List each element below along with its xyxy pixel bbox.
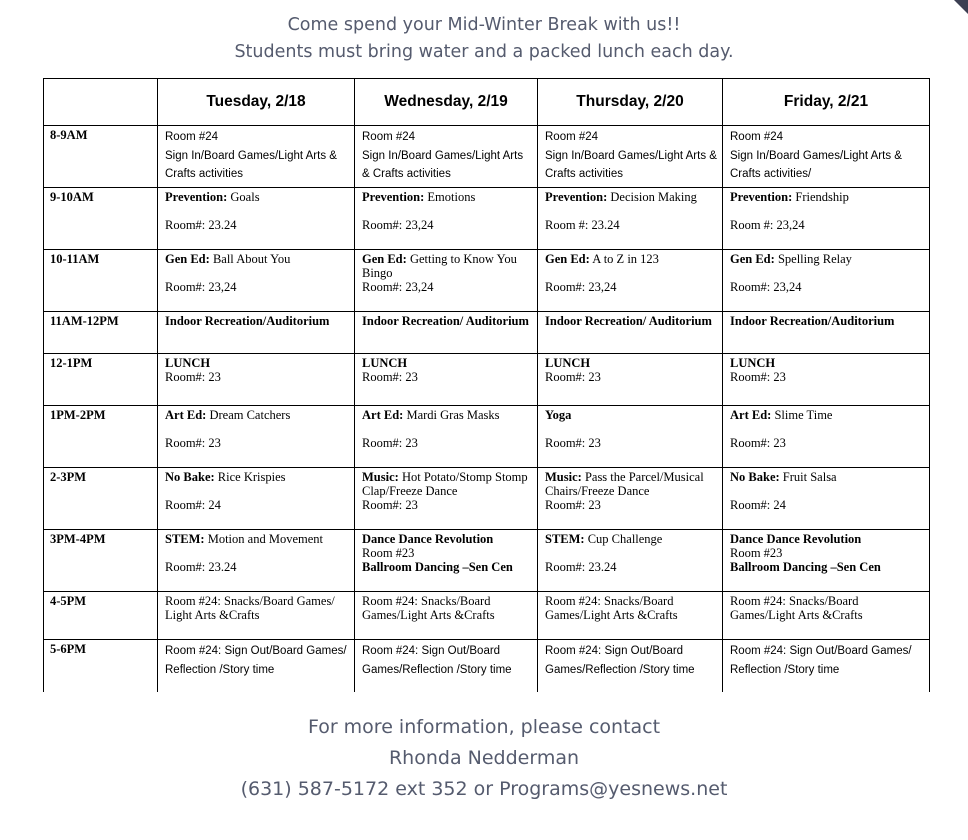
room-text: Room#: 23,24 <box>165 280 237 294</box>
activity-label: Gen Ed: <box>730 252 775 266</box>
cell-text: Room #24: Snacks/Board Games/Light Arts &Crafts <box>730 594 863 622</box>
time-slot: 3PM-4PM <box>44 530 158 592</box>
activity-text: Spelling Relay <box>777 252 852 266</box>
activity-label: STEM: <box>165 532 205 546</box>
table-row <box>44 592 930 640</box>
intro-text <box>0 12 968 66</box>
activity-text: Emotions <box>427 190 476 204</box>
activity-label: Dance Dance Revolution <box>730 532 862 546</box>
activity-cell <box>538 126 723 188</box>
activity-label: LUNCH <box>165 356 211 370</box>
activity-cell <box>355 250 538 312</box>
room-text: Room #: 23,24 <box>730 218 805 232</box>
activity-text: Friendship <box>795 190 849 204</box>
activity-label: Art Ed: <box>730 408 772 422</box>
cell-text: Room #24 Sign In/Board Games/Light Arts & Crafts activities <box>545 131 717 180</box>
room-text: Room #23 <box>362 546 415 560</box>
day-header: Tuesday, 2/18 <box>158 79 355 126</box>
activity-cell <box>158 640 355 692</box>
time-slot: 5-6PM <box>44 640 158 692</box>
cell-text: Room #24: Snacks/Board Games/ Light Arts &Crafts <box>165 594 335 622</box>
intro-line-1: Come spend your Mid-Winter Break with us!! <box>287 15 681 35</box>
activity-text: Hot Potato/Stomp Stomp Clap/Freeze Dance <box>362 470 528 498</box>
activity-text: A to Z in 123 <box>592 252 659 266</box>
activity-cell <box>355 406 538 468</box>
activity-cell <box>538 354 723 406</box>
activity-cell <box>723 592 930 640</box>
time-slot: 8-9AM <box>44 126 158 188</box>
activity-label: Music: <box>362 470 399 484</box>
activity-cell <box>723 188 930 250</box>
activity-label: Indoor Recreation/Auditorium <box>730 314 895 328</box>
activity-text: Ball About You <box>212 252 291 266</box>
activity-label: Yoga <box>545 408 572 422</box>
activity-text: Cup Challenge <box>587 532 663 546</box>
activity-cell <box>355 468 538 530</box>
activity-label: Gen Ed: <box>165 252 210 266</box>
activity-cell <box>723 406 930 468</box>
cell-text: Room #24: Sign Out/Board Games/ Reflection /Story time <box>165 645 347 676</box>
activity-label: Gen Ed: <box>545 252 590 266</box>
table-row <box>44 640 930 692</box>
activity-label: STEM: <box>545 532 585 546</box>
header-corner-cell <box>44 79 158 126</box>
time-slot: 2-3PM <box>44 468 158 530</box>
room-text: Room#: 23 <box>545 370 601 384</box>
activity-text: Rice Krispies <box>217 470 286 484</box>
time-slot: 4-5PM <box>44 592 158 640</box>
room-text: Room#: 23 <box>362 436 418 450</box>
table-row <box>44 530 930 592</box>
table-row <box>44 188 930 250</box>
activity-text: Pass the Parcel/Musical Chairs/Freeze Dance <box>545 470 704 498</box>
activity-cell <box>355 640 538 692</box>
activity-label: Art Ed: <box>362 408 404 422</box>
activity-cell <box>158 592 355 640</box>
time-slot: 10-11AM <box>44 250 158 312</box>
room-text: Room#: 23 <box>165 370 221 384</box>
activity-text: Getting to Know You Bingo <box>362 252 517 280</box>
activity-text: Goals <box>230 190 260 204</box>
table-row <box>44 354 930 406</box>
room-text: Room#: 23.24 <box>165 560 237 574</box>
activity-label: Art Ed: <box>165 408 207 422</box>
activity-label: Dance Dance Revolution <box>362 532 494 546</box>
room-text: Room#: 23 <box>362 370 418 384</box>
activity-cell <box>538 640 723 692</box>
activity-cell <box>158 406 355 468</box>
table-row <box>44 468 930 530</box>
intro-line-2: Students must bring water and a packed lunch each day. <box>234 42 734 62</box>
header-row <box>44 79 930 126</box>
activity-label: No Bake: <box>165 470 215 484</box>
activity-cell <box>723 312 930 354</box>
room-text: Room#: 23 <box>545 498 601 512</box>
activity-cell <box>158 250 355 312</box>
activity-text: Mardi Gras Masks <box>406 408 500 422</box>
activity-cell <box>723 640 930 692</box>
room-text: Room #23 <box>730 546 783 560</box>
activity-label: Gen Ed: <box>362 252 407 266</box>
activity-cell <box>538 406 723 468</box>
room-text: Room#: 24 <box>730 498 786 512</box>
activity-cell <box>538 468 723 530</box>
activity-cell <box>355 126 538 188</box>
activity-text: Fruit Salsa <box>782 470 837 484</box>
activity-label: LUNCH <box>730 356 776 370</box>
activity-cell <box>158 468 355 530</box>
time-slot: 12-1PM <box>44 354 158 406</box>
activity-cell <box>158 530 355 592</box>
activity-label: Indoor Recreation/ Auditorium <box>545 314 712 328</box>
activity-cell <box>723 530 930 592</box>
room-text: Room#: 23 <box>545 436 601 450</box>
room-text: Room#: 23.24 <box>165 218 237 232</box>
activity-cell <box>723 354 930 406</box>
activity-cell <box>355 592 538 640</box>
room-text: Room#: 23,24 <box>730 280 802 294</box>
activity-cell <box>723 126 930 188</box>
room-text: Room #: 23.24 <box>545 218 620 232</box>
contact-line-1: For more information, please contact <box>307 716 661 738</box>
room-text: Room#: 23,24 <box>545 280 617 294</box>
room-text: Room#: 23 <box>730 436 786 450</box>
activity-extra: Ballroom Dancing –Sen Cen <box>730 560 881 574</box>
cell-text: Room #24: Snacks/Board Games/Light Arts &Crafts <box>362 594 495 622</box>
activity-cell <box>355 530 538 592</box>
activity-cell <box>355 312 538 354</box>
activity-cell <box>538 592 723 640</box>
table-row <box>44 250 930 312</box>
time-slot: 9-10AM <box>44 188 158 250</box>
time-slot: 11AM-12PM <box>44 312 158 354</box>
activity-label: No Bake: <box>730 470 780 484</box>
activity-text: Motion and Movement <box>207 532 323 546</box>
table-row <box>44 406 930 468</box>
activity-cell <box>158 126 355 188</box>
activity-label: Prevention: <box>730 190 793 204</box>
day-header: Thursday, 2/20 <box>538 79 723 126</box>
contact-name: Rhonda Nedderman <box>388 747 580 769</box>
activity-cell <box>538 312 723 354</box>
activity-label: Prevention: <box>362 190 425 204</box>
contact-info <box>0 712 968 805</box>
activity-label: Music: <box>545 470 582 484</box>
cell-text: Room #24 Sign In/Board Games/Light Arts & Crafts activities <box>165 131 337 180</box>
day-header: Friday, 2/21 <box>723 79 930 126</box>
cell-text: Room #24: Sign Out/Board Games/ Reflection /Story time <box>730 645 912 676</box>
activity-extra: Ballroom Dancing –Sen Cen <box>362 560 513 574</box>
room-text: Room#: 23 <box>730 370 786 384</box>
activity-cell <box>723 468 930 530</box>
activity-cell <box>355 354 538 406</box>
activity-cell <box>158 188 355 250</box>
activity-label: Indoor Recreation/Auditorium <box>165 314 330 328</box>
activity-label: Prevention: <box>545 190 608 204</box>
cell-text: Room #24 Sign In/Board Games/Light Arts & Crafts activities <box>362 131 524 180</box>
activity-cell <box>538 188 723 250</box>
activity-label: LUNCH <box>545 356 591 370</box>
cell-text: Room #24: Sign Out/Board Games/Reflection /Story time <box>362 645 512 676</box>
contact-details: (631) 587-5172 ext 352 or Programs@yesnews.net <box>240 778 728 800</box>
activity-cell <box>158 354 355 406</box>
room-text: Room#: 23 <box>165 436 221 450</box>
activity-cell <box>723 250 930 312</box>
activity-label: Indoor Recreation/ Auditorium <box>362 314 529 328</box>
day-header: Wednesday, 2/19 <box>355 79 538 126</box>
schedule-table <box>43 78 930 692</box>
activity-label: Prevention: <box>165 190 228 204</box>
activity-text: Decision Making <box>610 190 697 204</box>
room-text: Room#: 23,24 <box>362 280 434 294</box>
room-text: Room#: 23.24 <box>545 560 617 574</box>
room-text: Room#: 23 <box>362 498 418 512</box>
activity-cell <box>538 530 723 592</box>
cell-text: Room #24: Sign Out/Board Games/Reflection /Story time <box>545 645 695 676</box>
activity-label: LUNCH <box>362 356 408 370</box>
activity-cell <box>158 312 355 354</box>
table-row <box>44 126 930 188</box>
table-row <box>44 312 930 354</box>
cell-text: Room #24: Snacks/Board Games/Light Arts &Crafts <box>545 594 678 622</box>
activity-cell <box>355 188 538 250</box>
room-text: Room#: 23,24 <box>362 218 434 232</box>
cell-text: Room #24 Sign In/Board Games/Light Arts & Crafts activities/ <box>730 131 902 180</box>
activity-cell <box>538 250 723 312</box>
time-slot: 1PM-2PM <box>44 406 158 468</box>
activity-text: Slime Time <box>774 408 833 422</box>
room-text: Room#: 24 <box>165 498 221 512</box>
activity-text: Dream Catchers <box>209 408 291 422</box>
